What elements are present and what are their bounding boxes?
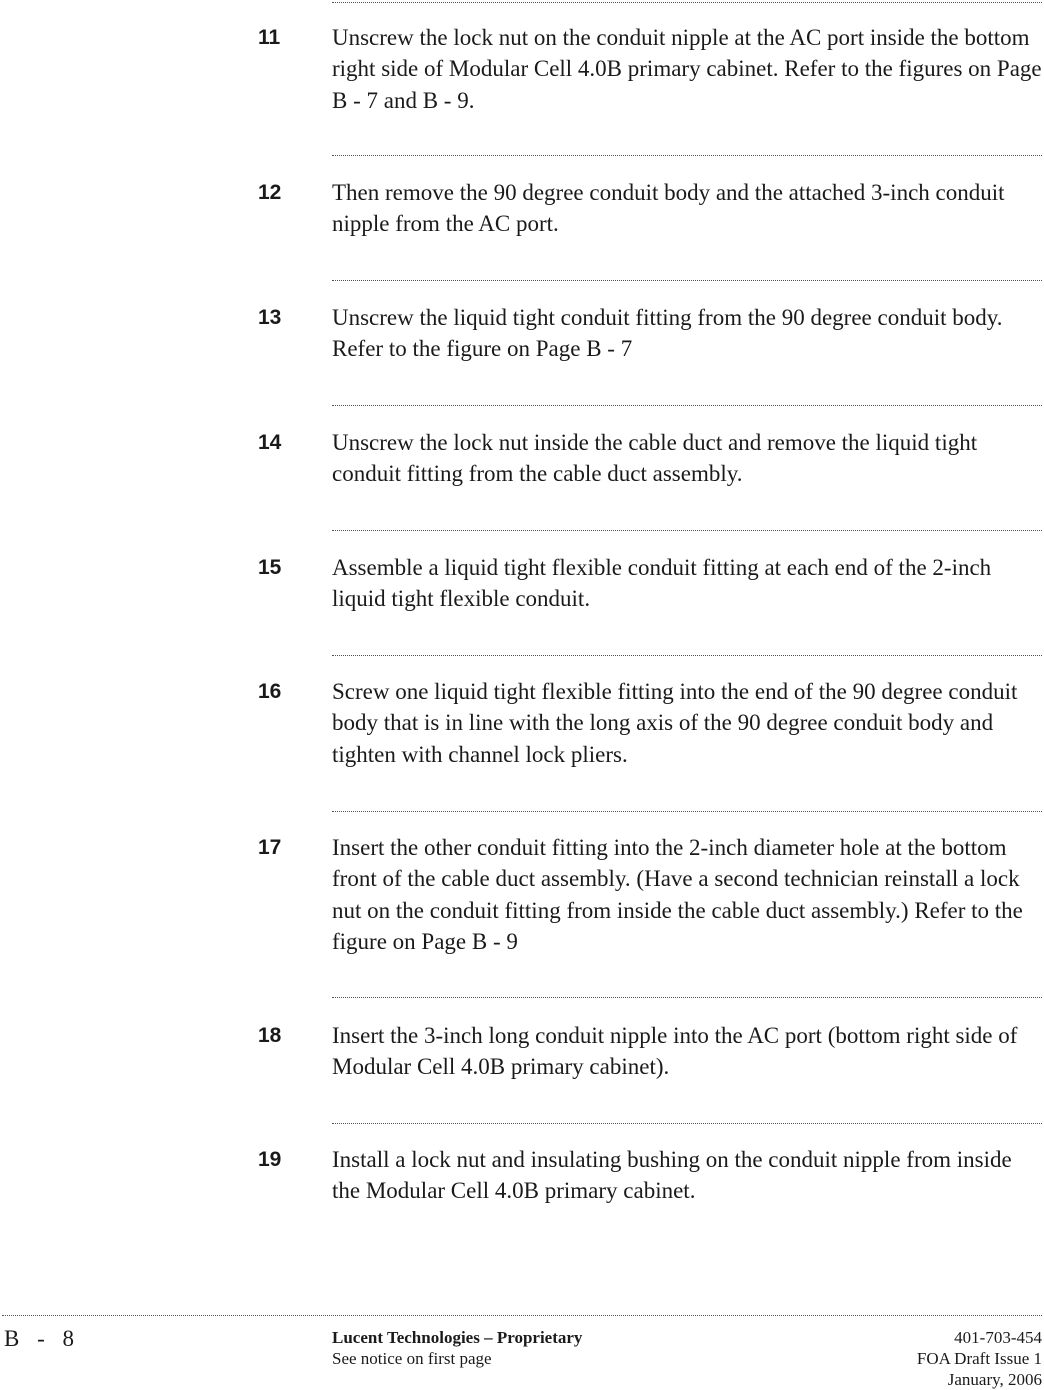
step-text: Insert the 3-inch long conduit nipple into the AC port (bottom right side of Modular Cell 4.0B primary cabinet). [332,1023,1018,1080]
step-text: Unscrew the lock nut on the conduit nipple at the AC port inside the bottom right side of Modular Cell 4.0B primary cabinet. Refer to the figures on Page B - 7 and B - 9. [332,25,1042,113]
footer-divider [2,1315,1042,1316]
step-text: Then remove the 90 degree conduit body and the attached 3-inch conduit nipple from the AC port. [332,180,1005,237]
page-number: B - 8 [4,1326,75,1351]
footer-notice: See notice on first page [332,1349,492,1368]
dotted-divider [332,997,1042,998]
step-number: 19 [258,1148,282,1171]
footer-doc-number: 401-703-454 [954,1328,1042,1347]
dotted-divider [332,405,1042,406]
dotted-divider [332,1123,1042,1124]
footer-proprietary [332,1327,582,1369]
step-number: 15 [258,556,282,579]
step-number: 14 [258,431,282,454]
footer-doc-info [917,1327,1042,1390]
step-text: Unscrew the liquid tight conduit fitting from the 90 degree conduit body. Refer to the figure on Page B - 7 [332,305,1003,362]
step-text: Insert the other conduit fitting into the 2-inch diameter hole at the bottom front of the cable duct assembly. (Have a second technician reinstall a lock nut on the conduit fitting from inside the cable duct assembly.) Refer to the figure on Page B - 9 [332,835,1023,954]
step-text: Install a lock nut and insulating bushing on the conduit nipple from inside the Modular Cell 4.0B primary cabinet. [332,1147,1012,1204]
step-text: Assemble a liquid tight flexible conduit fitting at each end of the 2-inch liquid tight flexible conduit. [332,555,992,612]
footer-company: Lucent Technologies – Proprietary [332,1328,583,1347]
dotted-divider [332,2,1042,3]
step-number: 16 [258,680,282,703]
step-number: 13 [258,306,282,329]
step-number: 12 [258,181,282,204]
step-number: 11 [258,26,281,49]
footer-issue: FOA Draft Issue 1 [916,1349,1042,1368]
step-number: 17 [258,836,282,859]
step-text: Screw one liquid tight flexible fitting into the end of the 90 degree conduit body that is in line with the long axis of the 90 degree conduit body and tighten with channel lock pliers. [332,679,1018,767]
dotted-divider [332,155,1042,156]
step-text: Unscrew the lock nut inside the cable duct and remove the liquid tight conduit fitting from the cable duct assembly. [332,430,978,487]
dotted-divider [332,530,1042,531]
dotted-divider [332,811,1042,812]
step-number: 18 [258,1024,282,1047]
dotted-divider [332,655,1042,656]
dotted-divider [332,280,1042,281]
footer-date: January, 2006 [947,1370,1042,1389]
